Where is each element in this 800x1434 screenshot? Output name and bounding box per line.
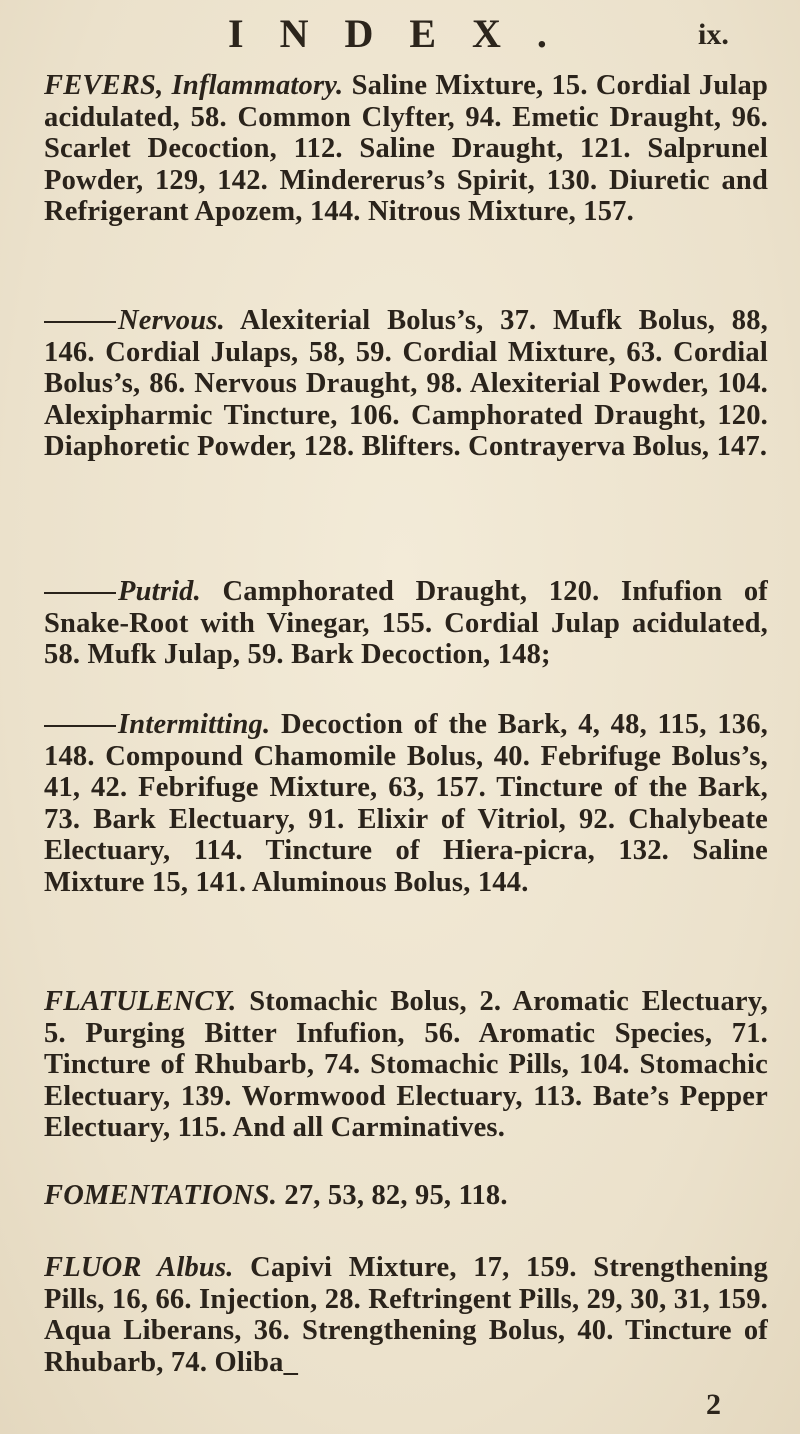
entry-heading: FEVERS, Inflammatory. (44, 70, 344, 101)
entry-text: Capivi Mixture, 17, 159. Strengthening Pills, 16, 66. Injection, 28. Reftringent Pills, 29, 30, 31, 159. Aqua Liberans, 36. Strengthening Bolus, 40. Tincture of Rhubarb, 74. Oliba_ (44, 1252, 768, 1378)
entry-heading: Nervous. (118, 305, 225, 336)
entry-text: Alexiterial Bolus’s, 37. Mufk Bolus, 88, 146. Cordial Julaps, 58, 59. Cordial Mixture, 63. Cordial Bolus’s, 86. Nervous Draught, 98. Alexiterial Powder, 104. Alexipharmic Tincture, 106. Camphorated Draught, 120. Diaphoretic Powder, 128. Blifters. Contrayerva Bolus, 147. (44, 305, 768, 463)
page-header (0, 10, 800, 60)
entry-heading: Putrid. (118, 576, 201, 607)
entry-fevers-inflammatory (44, 70, 768, 228)
entry-nervous (44, 305, 768, 463)
entry-flatulency (44, 986, 768, 1144)
signature-mark: 2 (706, 1388, 721, 1421)
entry-text: 27, 53, 82, 95, 118. (284, 1180, 508, 1211)
entry-heading: FLUOR Albus. (44, 1252, 234, 1283)
entry-text: Saline Mixture, 15. Cordial Julap acidulated, 58. Common Clyfter, 94. Emetic Draught, 96. Scarlet Decoction, 112. Saline Draught, 121. Salprunel Powder, 129, 142. Mindererus’s Spirit, 130. Diuretic and Refrigerant Apozem, 144. Nitrous Mixture, 157. (44, 70, 768, 228)
entry-heading: FLATULENCY. (44, 986, 237, 1017)
entry-text: Stomachic Bolus, 2. Aromatic Electuary, 5. Purging Bitter Infufion, 56. Aromatic Species, 71. Tincture of Rhubarb, 74. Stomachic Pills, 104. Stomachic Electuary, 139. Wormwood Electuary, 113. Bate’s Pepper Electuary, 115. And all Carminatives. (44, 986, 768, 1144)
entry-heading: Intermitting. (118, 709, 271, 740)
entry-putrid (44, 576, 768, 671)
entry-intermitting (44, 709, 768, 899)
entry-text: Decoction of the Bark, 4, 48, 115, 136, 148. Compound Chamomile Bolus, 40. Febrifuge Bolus’s, 41, 42. Febrifuge Mixture, 63, 157. Tincture of the Bark, 73. Bark Electuary, 91. Elixir of Vitriol, 92. Chalybeate Electuary, 114. Tincture of Hiera-picra, 132. Saline Mixture 15, 141. Aluminous Bolus, 144. (44, 709, 768, 898)
running-title: INDEX. (228, 11, 583, 56)
subentry-dash (44, 321, 116, 323)
entry-fluor-albus (44, 1252, 768, 1378)
entry-heading: FOMENTATIONS. (44, 1180, 278, 1211)
entry-fomentations (44, 1180, 768, 1212)
subentry-dash (44, 592, 116, 594)
subentry-dash (44, 725, 116, 727)
page-number: ix. (698, 18, 729, 51)
entry-text: Camphorated Draught, 120. Infufion of Snake-Root with Vinegar, 155. Cordial Julap acidulated, 58. Mufk Julap, 59. Bark Decoction, 148; (44, 576, 768, 671)
